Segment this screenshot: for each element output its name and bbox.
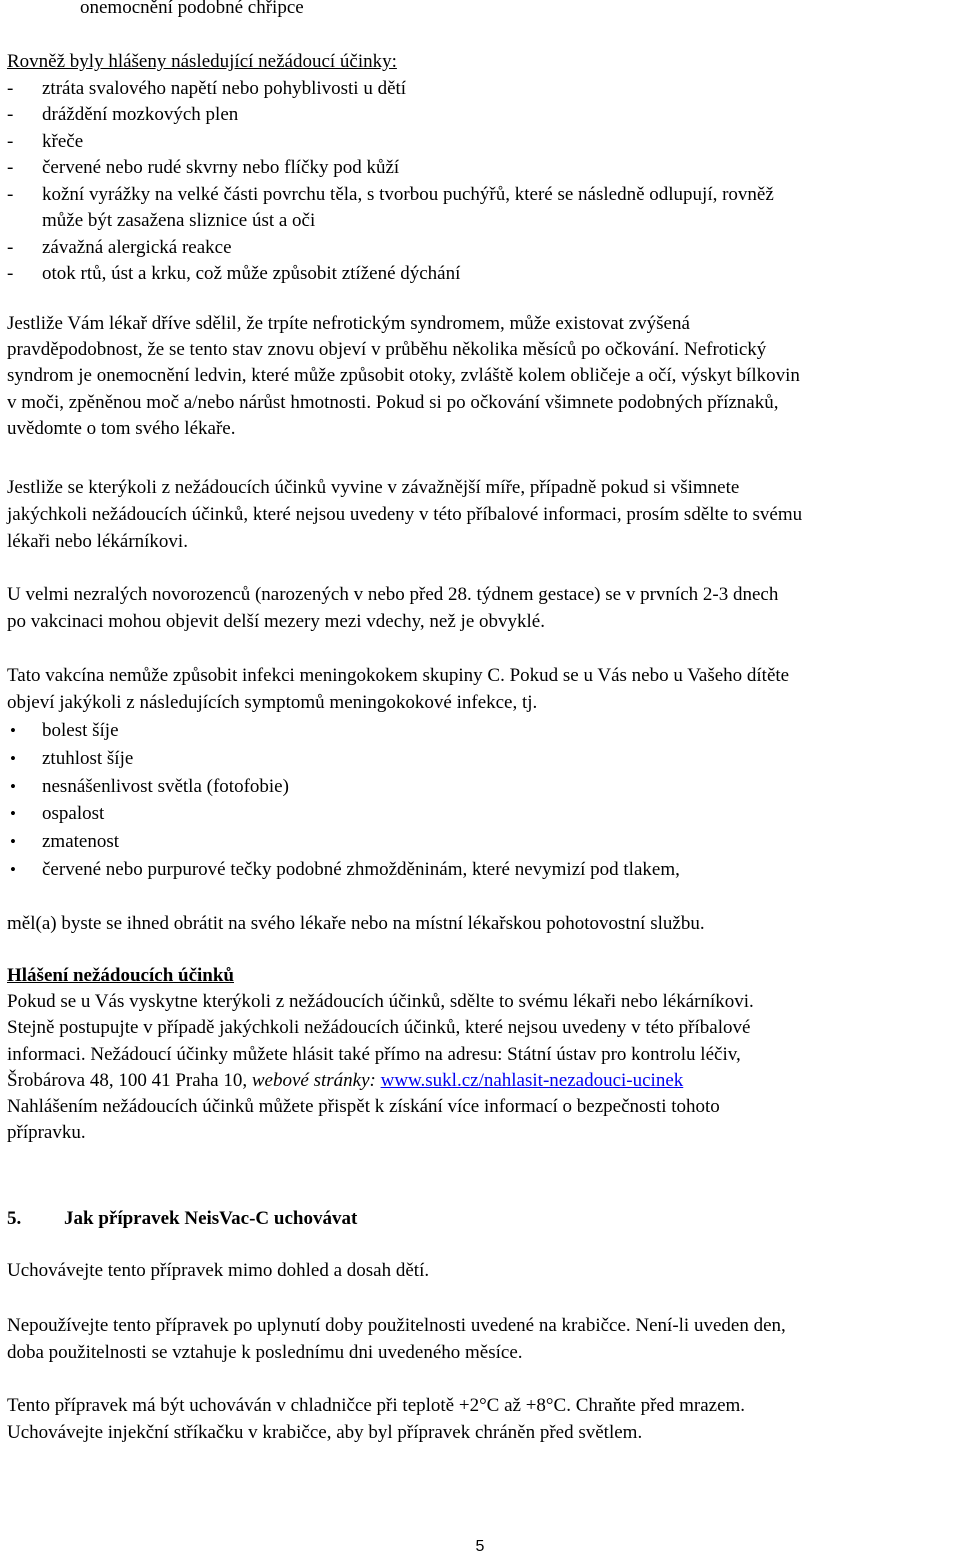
dash-marker: -	[7, 77, 14, 99]
paragraph-line: Tato vakcína nemůže způsobit infekci meningokokem skupiny C. Pokud se u Vás nebo u Vašeho dítěte	[7, 665, 790, 686]
bullet-marker: •	[10, 749, 16, 768]
see-doctor-line: měl(a) byste se ihned obrátit na svého lékaře nebo na místní lékařskou pohotovostní službu.	[7, 913, 705, 934]
dash-marker: -	[7, 263, 14, 284]
paragraph-line: jakýchkoli nežádoucích účinků, které nejsou uvedeny v této příbalové informaci, prosím sdělte to svému	[7, 504, 803, 525]
dash-marker: -	[7, 130, 14, 152]
premature-infants-paragraph	[7, 581, 778, 635]
section-number: 5.	[7, 1208, 22, 1229]
rare-effect-item	[7, 102, 774, 129]
reporting-line: Pokud se u Vás vyskytne kterýkoli z nežádoucích účinků, sdělte to svému lékaři nebo lékárníkovi.	[7, 991, 754, 1013]
rare-effect-item	[7, 155, 774, 182]
reporting-line: Nahlášením nežádoucích účinků můžete přispět k získání více informací o bezpečnosti tohoto	[7, 1096, 720, 1118]
page-number: 5	[475, 1538, 485, 1555]
rare-effect-item	[7, 76, 774, 103]
paragraph-line: Uchovávejte injekční stříkačku v krabičce, aby byl přípravek chráněn před světlem.	[7, 1422, 643, 1443]
rare-effects-list	[7, 76, 774, 288]
paragraph-line: v moči, zpěněnou moč a/nebo nárůst hmotnosti. Pokud si po očkování všimnete podobných příznaků,	[7, 391, 779, 413]
paragraph-line: pravděpodobnost, že se tento stav znovu objeví v průběhu několika měsíců po očkování. Nefrotický	[7, 339, 767, 361]
rare-effect-text: kožní vyrážky na velké části povrchu těla, s tvorbou puchýřů, které se následně odlupují, rovněž	[42, 183, 774, 205]
website-label: webové stránky:	[251, 1069, 376, 1091]
bullet-marker: •	[10, 777, 16, 796]
paragraph-line: doba použitelnosti se vztahuje k poslednímu dni uvedeného měsíce.	[7, 1342, 523, 1363]
rare-effect-item	[7, 129, 774, 156]
rare-effect-item	[7, 261, 774, 288]
dash-marker: -	[7, 183, 14, 205]
reporting-address-line	[7, 1068, 754, 1094]
rare-effect-text: červené nebo rudé skvrny nebo flíčky pod kůží	[42, 157, 400, 178]
section-5-heading	[7, 1205, 357, 1232]
symptom-text: červené nebo purpurové tečky podobné zhmožděninám, které nevymizí pod tlakem,	[42, 859, 680, 880]
section-title: Jak přípravek NeisVac-C uchovávat	[64, 1208, 358, 1229]
storage-paragraph-3	[7, 1392, 745, 1446]
paragraph-line: objeví jakýkoli z následujících symptomů meningokokové infekce, tj.	[7, 692, 538, 713]
paragraph-line: U velmi nezralých novorozenců (narozených v nebo před 28. týdnem gestace) se v prvních 2-3 dnech	[7, 584, 779, 605]
storage-paragraph-1: Uchovávejte tento přípravek mimo dohled a dosah dětí.	[7, 1260, 430, 1281]
rare-effect-text: může být zasažena sliznice úst a oči	[42, 210, 316, 231]
paragraph-line: lékaři nebo lékárníkovi.	[7, 531, 188, 552]
paragraph-line: Nepoužívejte tento přípravek po uplynutí doby použitelnosti uvedené na krabičce. Není-li uveden den,	[7, 1315, 786, 1336]
rare-effect-text: závažná alergická reakce	[42, 236, 232, 258]
reporting-line: informaci. Nežádoucí účinky můžete hlásit také přímo na adresu: Státní ústav pro kontrolu léčiv,	[7, 1043, 741, 1065]
paragraph-line: Tento přípravek má být uchováván v chladničce při teplotě +2°C až +8°C. Chraňte před mrazem.	[7, 1395, 746, 1416]
reporting-heading: Hlášení nežádoucích účinků	[7, 965, 234, 986]
rare-effect-item	[7, 235, 774, 262]
rare-effect-text: dráždění mozkových plen	[42, 104, 239, 125]
rare-effect-text: otok rtů, úst a krku, což může způsobit ztížené dýchání	[42, 263, 461, 284]
bullet-marker: •	[10, 860, 16, 879]
bullet-marker: •	[10, 721, 16, 740]
reporting-section	[7, 963, 754, 1146]
rare-effects-heading: Rovněž byly hlášeny následující nežádoucí účinky:	[7, 51, 397, 72]
dash-marker: -	[7, 236, 14, 258]
storage-paragraph-2	[7, 1312, 786, 1366]
symptom-text: ztuhlost šíje	[42, 748, 134, 769]
rare-effects-section	[7, 49, 774, 288]
paragraph-line: po vakcinaci mohou objevit delší mezery mezi vdechy, než je obvyklé.	[7, 611, 545, 632]
paragraph-line: Jestliže Vám lékař dříve sdělil, že trpíte nefrotickým syndromem, může existovat zvýšená	[7, 313, 690, 334]
reporting-line: Stejně postupujte v případě jakýchkoli nežádoucích účinků, které nejsou uvedeny v této příbalové	[7, 1017, 751, 1039]
rare-effect-text: ztráta svalového napětí nebo pohyblivosti u dětí	[42, 77, 407, 99]
paragraph-line: syndrom je onemocnění ledvin, které může způsobit otoky, zvláště kolem obličeje a očí, výskyt bílkovin	[7, 365, 800, 387]
bullet-marker: •	[10, 804, 16, 823]
symptom-text: bolest šíje	[42, 720, 119, 741]
nephrotic-syndrome-paragraph	[7, 311, 800, 442]
symptom-text: zmatenost	[42, 831, 120, 852]
rare-effect-text: křeče	[42, 130, 84, 152]
reporting-address: Šrobárova 48, 100 41 Praha 10,	[7, 1069, 252, 1091]
symptom-text: ospalost	[42, 803, 105, 824]
reporting-line: přípravku.	[7, 1122, 86, 1144]
severity-paragraph	[7, 474, 802, 555]
meningococcal-intro-paragraph	[7, 662, 789, 716]
paragraph-line: uvědomte o tom svého lékaře.	[7, 417, 236, 439]
rare-effect-item-continuation	[7, 208, 774, 235]
paragraph-line: Jestliže se kterýkoli z nežádoucích účinků vyvine v závažnější míře, případně pokud si všimnete	[7, 477, 740, 498]
continued-text-line: onemocnění podobné chřipce	[80, 0, 304, 18]
dash-marker: -	[7, 104, 14, 125]
sukl-report-link[interactable]: www.sukl.cz/nahlasit-nezadouci-ucinek	[380, 1069, 684, 1091]
rare-effect-item	[7, 182, 774, 209]
symptom-text: nesnášenlivost světla (fotofobie)	[42, 776, 289, 797]
bullet-marker: •	[10, 832, 16, 851]
dash-marker: -	[7, 157, 14, 178]
